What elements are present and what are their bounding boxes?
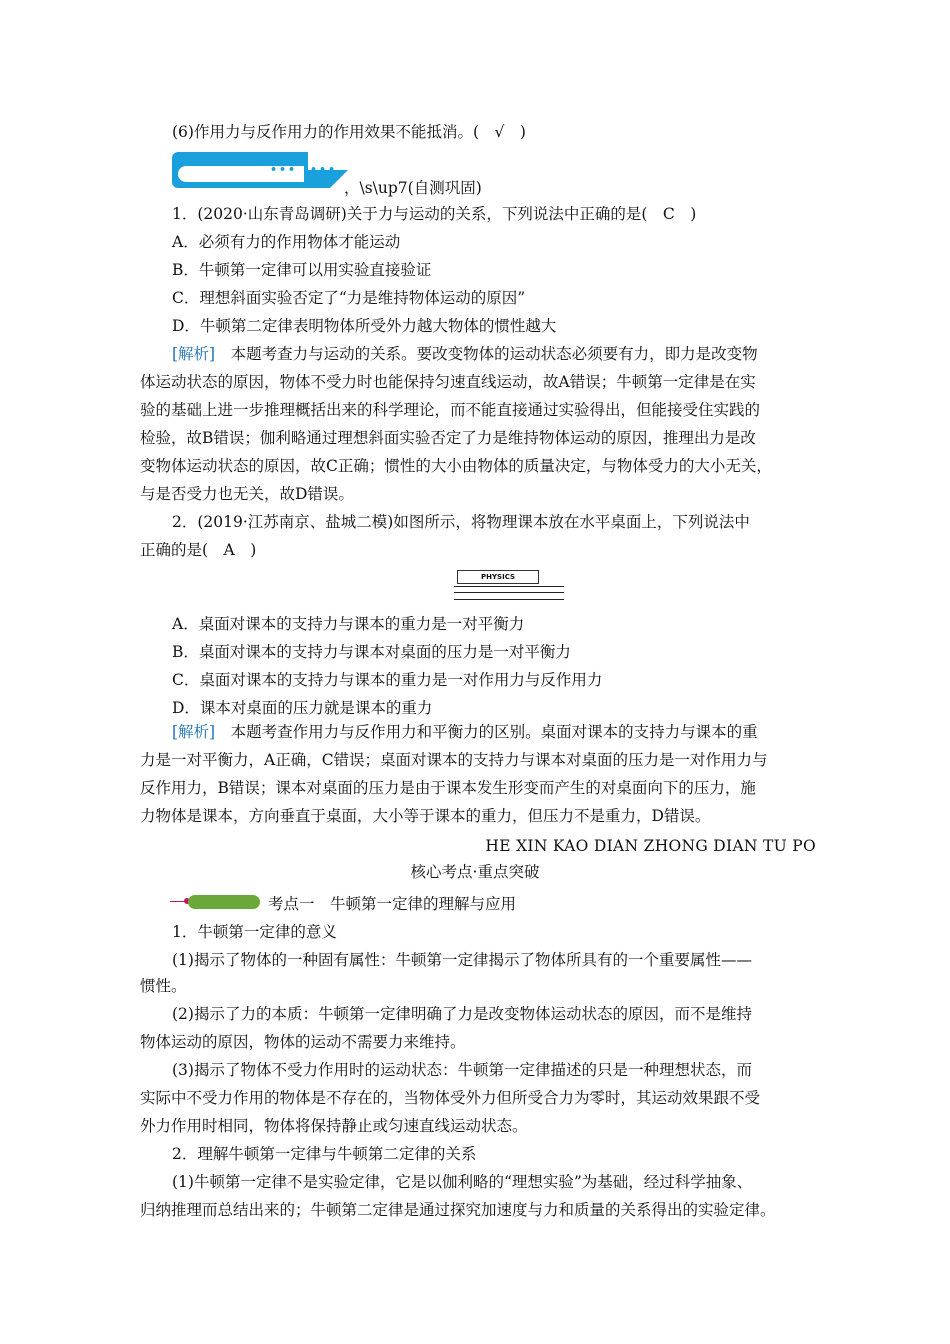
q1-analysis-line-3: 验的基础上进一步推理概括出来的科学理论，而不能直接通过实验得出，但能接受住实践的 <box>140 401 761 419</box>
q2-analysis-line-3: 反作用力，B错误；课本对桌面的压力是由于课本发生形变而产生的对桌面向下的压力，施 <box>140 779 756 797</box>
q2-analysis-line-4: 力物体是课本，方向垂直于桌面，大小等于课本的重力，但压力不是重力，D错误。 <box>140 807 711 825</box>
question-2: 2．(2019·江苏南京、盐城二模)如图所示，将物理课本放在水平桌面上，下列说法中 <box>172 513 750 531</box>
q2-analysis-line-1: [解析] 本题考查作用力与反作用力和平衡力的区别。桌面对课本的支持力与课本的重 <box>172 723 758 741</box>
analysis-label: [解析] <box>172 345 216 363</box>
point-1-1: (1)揭示了物体的一种固有属性：牛顿第一定律揭示了物体所具有的一个重要属性—— <box>172 951 752 969</box>
q1-analysis-line-6: 与是否受力也无关，故D错误。 <box>140 485 354 503</box>
q2-option-d: D．课本对桌面的压力就是课本的重力 <box>172 699 433 717</box>
banner-dots-2: ••• <box>310 163 338 176</box>
question-2-cont: 正确的是( A ) <box>140 541 257 559</box>
q2-analysis-line-2: 力是一对平衡力，A正确，C错误；桌面对课本的支持力与课本对桌面的压力是一对作用力与 <box>140 751 768 769</box>
point-1-2: (2)揭示了力的本质：牛顿第一定律明确了力是改变物体运动状态的原因，而不是维持 <box>172 1005 752 1023</box>
q2-option-a: A．桌面对课本的支持力与课本的重力是一对平衡力 <box>172 615 525 633</box>
q1-option-c: C．理想斜面实验否定了“力是维持物体运动的原因” <box>172 289 526 307</box>
q1-analysis-line-5: 变物体运动状态的原因，故C正确；惯性的大小由物体的质量决定，与物体受力的大小无关， <box>140 457 772 475</box>
point-1-heading: 1．牛顿第一定律的意义 <box>172 923 337 941</box>
book-on-table-figure <box>454 566 564 602</box>
point-1-2-cont: 物体运动的原因，物体的运动不需要力来维持。 <box>140 1033 466 1051</box>
point-1-1-cont: 惯性。 <box>140 977 187 995</box>
analysis-label-2: [解析] <box>172 723 216 741</box>
q1-option-b: B．牛顿第一定律可以用实验直接验证 <box>172 261 432 279</box>
section-heading: 核心考点·重点突破 <box>410 863 540 881</box>
book-cover: PHYSICS <box>457 570 539 584</box>
q1-analysis-line-4: 检验，故B错误；伽利略通过理想斜面实验否定了力是维持物体运动的原因，推理出力是改 <box>140 429 756 447</box>
q1-option-a: A．必须有力的作用物体才能运动 <box>172 233 401 251</box>
q2-option-b: B．桌面对课本的支持力与课本对桌面的压力是一对平衡力 <box>172 643 571 661</box>
q2-option-c: C．桌面对课本的支持力与课本的重力是一对作用力与反作用力 <box>172 671 603 689</box>
question-1: 1．(2020·山东青岛调研)关于力与运动的关系，下列说法中正确的是( C ) <box>172 205 697 223</box>
point-2-heading: 2．理解牛顿第一定律与牛顿第二定律的关系 <box>172 1145 477 1163</box>
q1-option-d: D．牛顿第二定律表明物体所受外力越大物体的惯性越大 <box>172 317 557 335</box>
topic-1-title: 考点一 牛顿第一定律的理解与应用 <box>268 895 517 913</box>
point-2-1: (1)牛顿第一定律不是实验定律，它是以伽利略的“理想实验”为基础，经过科学抽象、 <box>172 1173 753 1191</box>
point-1-3-cont-2: 外力作用时相同，物体将保持静止或匀速直线运动状态。 <box>140 1117 528 1135</box>
point-2-1-cont: 归纳推理而总结出来的；牛顿第二定律是通过探究加速度与力和质量的关系得出的实验定律。 <box>140 1201 776 1219</box>
pinyin-heading: HE XIN KAO DIAN ZHONG DIAN TU PO <box>485 837 816 855</box>
banner-dots: ••• <box>270 163 298 176</box>
q1-analysis-line-2: 体运动状态的原因，物体不受力时也能保持匀速直线运动，故A错误；牛顿第一定律是在实 <box>140 373 756 391</box>
section-caption: ，\s\up7(自测巩固) <box>344 179 482 197</box>
q1-analysis-line-1: [解析] 本题考查力与运动的关系。要改变物体的运动状态必须要有力，即力是改变物 <box>172 345 758 363</box>
statement-6: (6)作用力与反作用力的作用效果不能抵消。( √ ) <box>172 123 526 141</box>
point-1-3: (3)揭示了物体不受力作用时的运动状态：牛顿第一定律描述的只是一种理想状态，而 <box>172 1061 752 1079</box>
topic-marker <box>170 893 260 911</box>
point-1-3-cont-1: 实际中不受力作用的物体是不存在的，当物体受外力但所受合力为零时，其运动效果跟不受 <box>140 1089 761 1107</box>
